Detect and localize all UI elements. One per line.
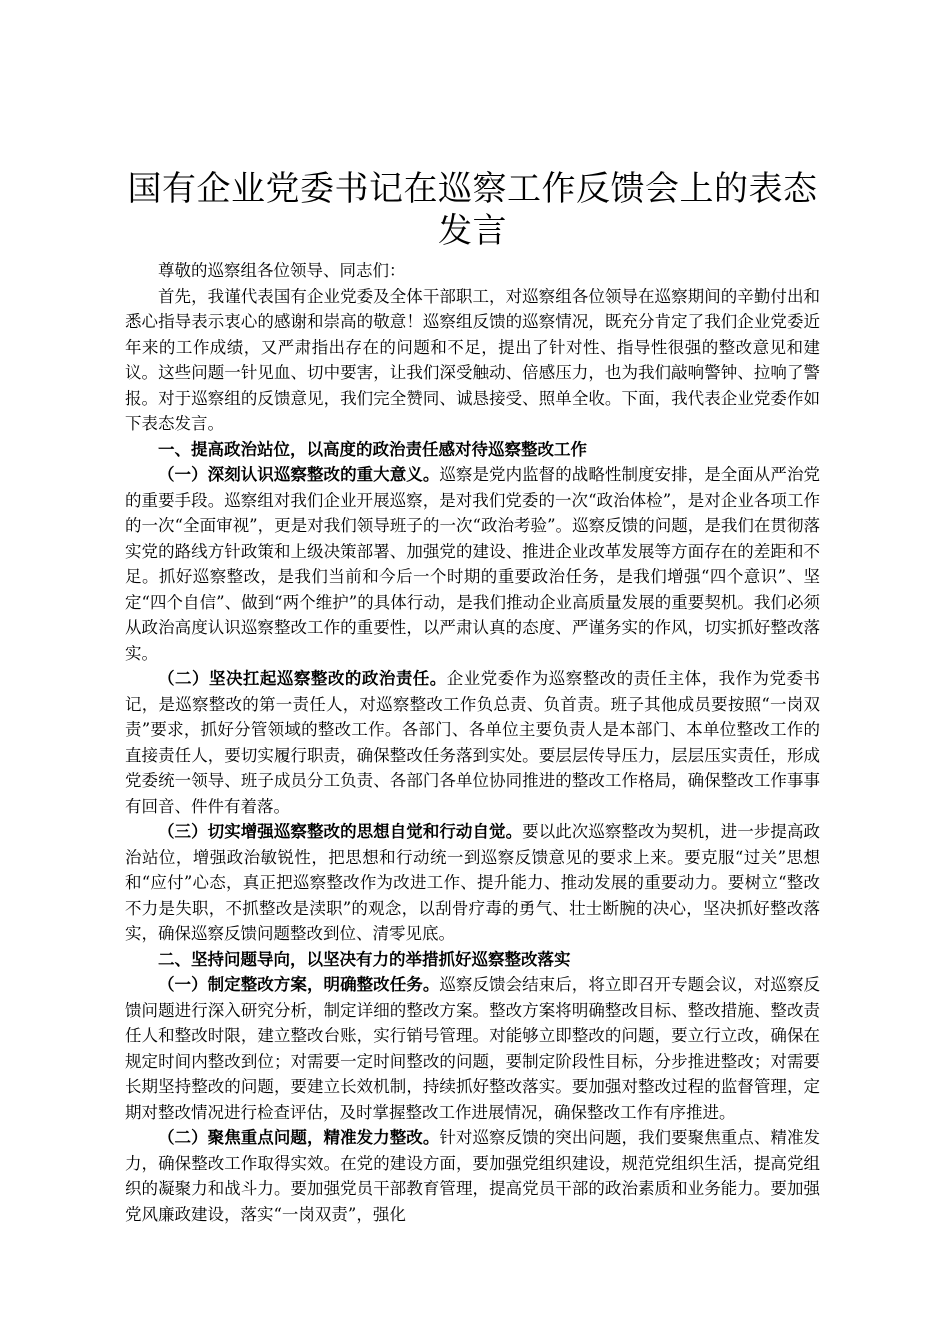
section-2-item-2-text: 针对巡察反馈的突出问题，我们要聚焦重点、精准发力，确保整改工作取得实效。在党的建设方面，要加强党组织建设，规范党组织生活，提高党组织的凝聚力和战斗力。要加强党员干部教育管理，提高党员干部的政治素质和业务能力。要加强党风廉政建设，落实“一岗双责”，强化 [125,1128,821,1224]
section-2-item-1-text: 巡察反馈会结束后，将立即召开专题会议，对巡察反馈问题进行深入研究分析，制定详细的整改方案。整改方案将明确整改目标、整改措施、整改责任人和整改时限，建立整改台账，实行销号管理。对能够立即整改的问题，要立行立改，确保在规定时间内整改到位；对需要一定时间整改的问题，要制定阶段性目标，分步推进整改；对需要长期坚持整改的问题，要建立长效机制，持续抓好整改落实。要加强对整改过程的监督管理，定期对整改情况进行检查评估，及时掌握整改工作进展情况，确保整改工作有序推进。 [125,975,821,1122]
section-1-item-1-lead: （一）深刻认识巡察整改的重大意义。 [158,465,440,484]
section-1-item-3 [125,819,820,947]
section-1-heading: 一、提高政治站位，以高度的政治责任感对待巡察整改工作 [158,439,587,459]
section-1-item-2 [125,666,820,819]
document-title: 国有企业党委书记在巡察工作反馈会上的表态发言 [127,169,818,251]
section-1-item-2-text: 企业党委作为巡察整改的责任主体，我作为党委书记，是巡察整改的第一责任人，对巡察整改工作负总责、负首责。班子其他成员要按照“一岗双责”要求，抓好分管领域的整改工作。各部门、各单位主要负责人是本部门、本单位整改工作的直接责任人，要切实履行职责，确保整改任务落到实处。要层层传导压力，层层压实责任，形成党委统一领导、班子成员分工负责、各部门各单位协同推进的整改工作格局，确保整改工作事事有回音、件件有着落。 [125,669,821,816]
salutation: 尊敬的巡察组各位领导、同志们： [158,261,406,280]
document-body [125,258,820,1227]
section-1-item-1-text: 巡察是党内监督的战略性制度安排，是全面从严治党的重要手段。巡察组对我们企业开展巡察，是对我们党委的一次“政治体检”，是对企业各项工作的一次“全面审视”，更是对我们领导班子的一次“政治考验”。巡察反馈的问题，是我们在贯彻落实党的路线方针政策和上级决策部署、加强党的建设、推进企业改革发展等方面存在的差距和不足。抓好巡察整改，是我们当前和今后一个时期的重要政治任务，是我们增强“四个意识”、坚定“四个自信”、做到“两个维护”的具体行动，是我们推动企业高质量发展的重要契机。我们必须从政治高度认识巡察整改工作的重要性，以严肃认真的态度、严谨务实的作风，切实抓好整改落实。 [125,465,821,663]
section-2-item-1 [125,972,820,1125]
section-2-item-2 [125,1125,820,1227]
section-2-item-1-lead: （一）制定整改方案，明确整改任务。 [158,975,440,994]
section-1-item-2-lead: （二）坚决扛起巡察整改的政治责任。 [158,669,447,688]
section-1-item-3-text: 要以此次巡察整改为契机，进一步提高政治站位，增强政治敏锐性，把思想和行动统一到巡察反馈意见的要求上来。要克服“过关”思想和“应付”心态，真正把巡察整改作为改进工作、提升能力、推动发展的重要动力。要树立“整改不力是失职，不抓整改是渎职”的观念，以刮骨疗毒的勇气、壮士断腕的决心，坚决抓好整改落实，确保巡察反馈问题整改到位、清零见底。 [125,822,821,943]
document-page [125,168,820,1227]
section-2-item-2-lead: （二）聚焦重点问题，精准发力整改。 [158,1128,440,1147]
section-1-item-3-lead: （三）切实增强巡察整改的思想自觉和行动自觉。 [158,822,523,841]
section-1-item-1 [125,462,820,666]
intro-paragraph: 首先，我谨代表国有企业党委及全体干部职工，对巡察组各位领导在巡察期间的辛勤付出和悉心指导表示衷心的感谢和崇高的敬意！巡察组反馈的巡察情况，既充分肯定了我们企业党委近年来的工作成绩，又严肃指出存在的问题和不足，提出了针对性、指导性很强的整改意见和建议。这些问题一针见血、切中要害，让我们深受触动、倍感压力，也为我们敲响警钟、拉响了警报。对于巡察组的反馈意见，我们完全赞同、诚恳接受、照单全收。下面，我代表企业党委作如下表态发言。 [125,286,820,433]
section-2-heading: 二、坚持问题导向，以坚决有力的举措抓好巡察整改落实 [158,949,571,969]
